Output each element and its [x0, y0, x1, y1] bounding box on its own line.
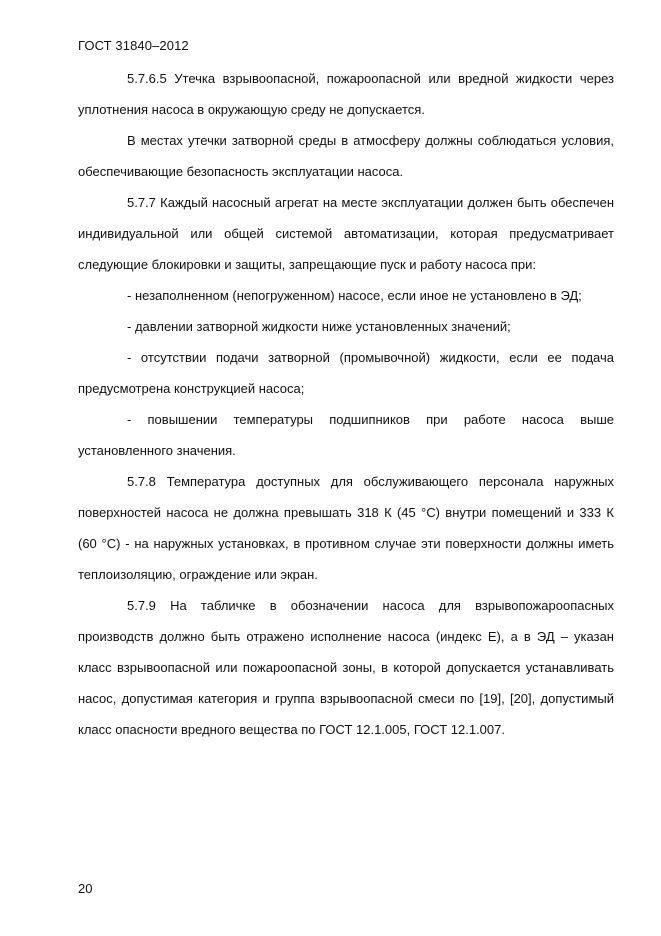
- paragraph-leak-conditions: В местах утечки затворной среды в атмосферу должны соблюдаться условия, обеспечивающие безопасность эксплуатации насоса.: [78, 133, 614, 179]
- page-number: 20: [78, 881, 93, 896]
- list-item-unfilled-pump: - незаполненном (непогруженном) насосе, если иное не установлено в ЭД;: [127, 288, 582, 303]
- list-item-seal-pressure: - давлении затворной жидкости ниже установленных значений;: [127, 319, 511, 334]
- list-item-bearing-temperature: - повышении температуры подшипников при работе насоса выше установленного значения.: [78, 412, 614, 458]
- paragraph-5-7-7: 5.7.7 Каждый насосный агрегат на месте эксплуатации должен быть обеспечен индивидуальной или общей системой автоматизации, которая предусматривает следующие блокировки и защиты, запрещающие пуск и работу насоса при:: [78, 195, 614, 272]
- document-body: [78, 63, 614, 745]
- paragraph-5-7-9: 5.7.9 На табличке в обозначении насоса для взрывопожароопасных производств должно быть отражено исполнение насоса (индекс Е), а в ЭД – указан класс взрывоопасной или пожароопасной зоны, в которой допускается устанавливать насос, допустимая категория и группа взрывоопасной смеси по [19], [20], допустимый класс опасности вредного вещества по ГОСТ 12.1.005, ГОСТ 12.1.007.: [78, 598, 614, 737]
- document-header: ГОСТ 31840–2012: [78, 38, 189, 53]
- list-item-no-flush-supply: - отсутствии подачи затворной (промывочной) жидкости, если ее подача предусмотрена конструкцией насоса;: [78, 350, 614, 396]
- paragraph-5-7-8: 5.7.8 Температура доступных для обслуживающего персонала наружных поверхностей насоса не должна превышать 318 К (45 °С) внутри помещений и 333 К (60 °С) - на наружных установках, в противном случае эти поверхности должны иметь теплоизоляцию, ограждение или экран.: [78, 474, 614, 582]
- paragraph-5-7-6-5: 5.7.6.5 Утечка взрывоопасной, пожароопасной или вредной жидкости через уплотнения насоса в окружающую среду не допускается.: [78, 71, 614, 117]
